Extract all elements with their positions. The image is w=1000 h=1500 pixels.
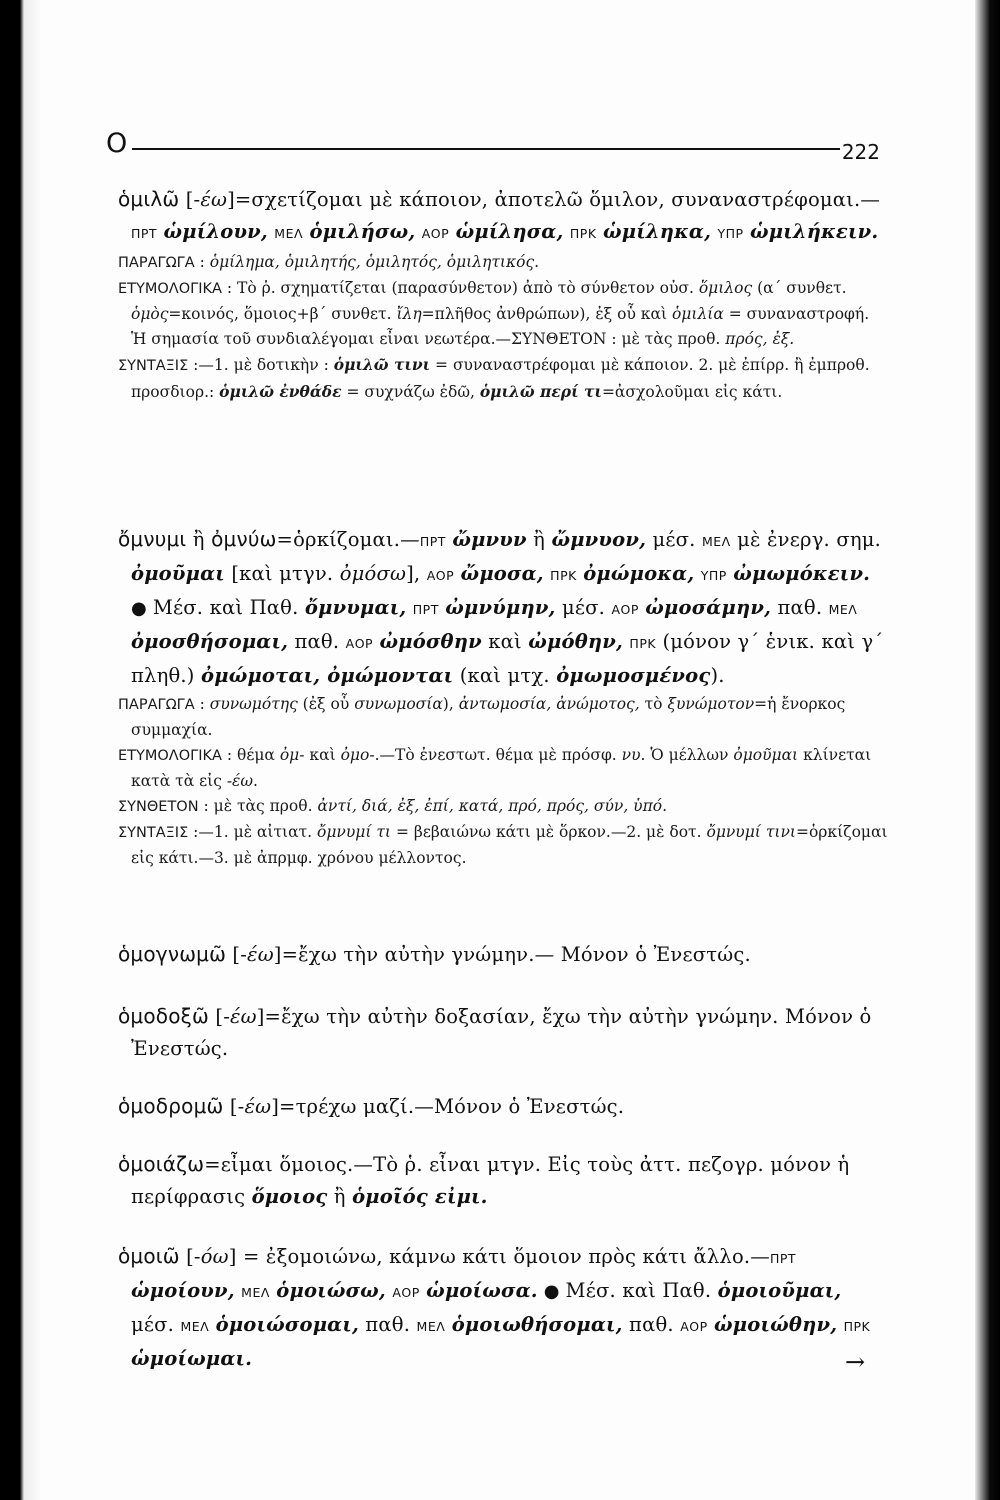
text-run: παθ. <box>771 596 829 619</box>
text-run: =ἀσχολοῦμαι εἰς κάτι. <box>601 383 783 401</box>
text-run: [- <box>179 188 201 211</box>
text-run: . Ὁ μέλλων <box>640 746 734 764</box>
text-run: καὶ <box>304 746 341 764</box>
text-run: έω <box>229 1005 257 1028</box>
entry-subsection <box>118 743 888 794</box>
text-run: ΑΟΡ <box>421 226 450 241</box>
text-run: ὁμοιωθήσομαι, <box>451 1313 623 1336</box>
text-run: : Τὸ ῥ. σχηματίζεται (παρασύνθετον) ἀπὸ τὸ σύνθετον οὐσ. <box>221 279 699 297</box>
text-run: συνωμοσία <box>354 695 443 713</box>
text-run: ὁμίλημα, ὁμιλητής, ὁμιλητός, ὁμιλητικός. <box>209 253 540 271</box>
text-run: έω <box>247 943 274 966</box>
text-run: ὁμὸς <box>131 305 169 323</box>
text-run: ΠΡΤ <box>769 1251 797 1266</box>
section-letter: Ο <box>106 128 128 159</box>
text-run: νυ <box>621 746 641 764</box>
text-run: πρός, ἐξ. <box>725 330 795 348</box>
text-run: ἴλη <box>396 305 422 323</box>
text-run: ΜΕΛ <box>274 226 304 241</box>
text-run: ὡμοιώθην, <box>714 1313 838 1336</box>
text-run: ὠμόσθην <box>379 630 482 653</box>
text-run: ὀμοῦμαι <box>733 746 799 764</box>
text-run: ὡμιλήκειν. <box>749 220 879 243</box>
text-run: ὡμίλουν, <box>163 220 268 243</box>
text-run: =ὁρκίζομαι.— <box>276 528 420 551</box>
entry-omognomo <box>118 938 888 971</box>
text-run: ὀμοῦμαι <box>131 562 225 585</box>
entry-definition <box>118 1090 888 1123</box>
headword: ὁμογνωμῶ <box>118 942 227 966</box>
text-run: ξυνώμοτον <box>667 695 755 713</box>
text-run: μέσ. <box>131 1313 181 1336</box>
text-run: = συναναστροφή. Ἡ σημασία τοῦ συνδιαλέγομαι εἶναι νεωτέρα.—ΣΥΝΘΕΤΟΝ : μὲ τὰς προθ. <box>131 305 870 348</box>
text-run: =κοινός, ὅμοιος+β΄ συνθετ. <box>168 305 397 323</box>
text-run: Μέσ. καὶ Παθ. <box>565 1279 718 1302</box>
text-run: . <box>253 772 258 790</box>
entry-omodoxo <box>118 1000 888 1065</box>
text-run: ὠμόθην, <box>528 630 624 653</box>
entry-omilo <box>118 183 888 405</box>
text-run: ). <box>710 664 725 687</box>
text-run: ὤμοσα, <box>460 562 544 585</box>
section-label: ΠΑΡΑΓΩΓΑ <box>118 697 195 713</box>
text-run: τὸ <box>639 695 668 713</box>
text-run: ὁμιλῶ ἐνθάδε <box>219 382 342 401</box>
headword: ὁμοιῶ <box>118 1244 180 1268</box>
text-run: ὄμνυμί τινι <box>706 823 796 841</box>
text-run: [- <box>223 1095 245 1118</box>
text-run: ], <box>406 562 427 585</box>
text-run: καὶ <box>481 630 529 653</box>
text-run: ὡμίλησα, <box>455 220 564 243</box>
text-run: ] = ἐξομοιώνω, κάμνω κάτι ὅμοιον πρὸς κάτι ἄλλο.— <box>228 1245 770 1268</box>
text-run: : <box>194 253 210 271</box>
headword: ὀμνύω <box>211 527 277 551</box>
text-run: [- <box>226 943 248 966</box>
text-run: ΥΠΡ <box>717 226 744 241</box>
text-run: (μόνον γ΄ ἑνικ. καὶ γ΄ πληθ.) <box>131 630 884 687</box>
text-run: ὤμνυν <box>452 528 527 551</box>
entry-definition <box>118 1240 888 1375</box>
text-run: ὀμωμοσμένος <box>556 664 711 687</box>
text-run: -έω <box>226 772 254 790</box>
entry-definition <box>118 523 888 692</box>
headword: ὁμοδρομῶ <box>118 1094 224 1118</box>
text-run: (καὶ μτχ. <box>453 664 557 687</box>
text-run: έω <box>244 1095 272 1118</box>
text-run: έω <box>200 188 228 211</box>
text-run: ● <box>537 1281 566 1302</box>
text-run: κλίνεται κατὰ τὰ εἰς <box>131 746 872 790</box>
text-run: μὲ ἐνεργ. σημ. <box>730 528 882 551</box>
entry-definition <box>118 1000 888 1065</box>
text-run: ὀμόσω <box>339 562 407 585</box>
text-run: = συναναστρέφομαι μὲ κάποιον. 2. μὲ ἐπίρρ. ἢ ἐμπροθ. προσδιορ.: <box>131 356 870 401</box>
text-run: ΑΟΡ <box>426 568 455 583</box>
text-run: ΜΕΛ <box>416 1319 446 1334</box>
section-label: ΣΥΝΘΕΤΟΝ <box>118 799 199 815</box>
text-run: [- <box>179 1245 201 1268</box>
text-run: :—1. μὲ δοτικὴν : <box>188 356 334 374</box>
text-run: ἢ <box>327 1185 353 1208</box>
text-run: συνωμότης <box>209 695 298 713</box>
entry-omodromo <box>118 1090 888 1123</box>
text-run: : <box>194 695 210 713</box>
text-run: ΜΕΛ <box>241 1285 270 1300</box>
entry-omnymi <box>118 523 888 871</box>
text-run: ), <box>442 695 459 713</box>
section-label: ΕΤΥΜΟΛΟΓΙΚΑ <box>118 748 222 764</box>
text-run: παθ. <box>622 1313 681 1336</box>
text-run: ὀμώμοται, ὀμώμονται <box>201 664 454 687</box>
entry-subsection <box>118 276 888 352</box>
text-run: ὀμοσθήσομαι, <box>131 630 289 653</box>
text-run: =ἡ ἔνορκος συμμαχία. <box>131 695 846 739</box>
text-run: μέσ. <box>555 596 612 619</box>
header-rule <box>132 148 840 150</box>
text-run: .—Τὸ ἐνεστωτ. θέμα μὲ πρόσφ. <box>374 746 622 764</box>
entry-definition <box>118 1148 888 1213</box>
text-run: ὡμίληκα, <box>602 220 712 243</box>
text-run: (α΄ συνθετ. <box>752 279 847 297</box>
text-run: ΠΡΤ <box>412 602 439 617</box>
text-run: [καὶ μτγν. <box>224 562 340 585</box>
text-run: ΠΡΚ <box>843 1319 871 1334</box>
text-run: ὄμνυμί τι <box>317 823 392 841</box>
text-run: ὁμιλήσω, <box>309 220 416 243</box>
text-run: ]=σχετίζομαι μὲ κάποιον, ἀποτελῶ ὅμιλον, συναναστρέφομαι.— <box>227 188 881 211</box>
text-run: ὅμοιος <box>251 1185 328 1208</box>
page-number: 222 <box>841 140 880 164</box>
text-run: ὁμιλῶ περί τι <box>479 382 602 401</box>
entry-subsection <box>118 352 888 405</box>
text-run: ΑΟΡ <box>392 1285 420 1300</box>
section-label: ΣΥΝΤΑΞΙΣ <box>118 358 189 374</box>
continuation-arrow-icon: → <box>845 1348 866 1376</box>
text-run: ἀντωμοσία, ἀνώμοτος, <box>458 695 640 713</box>
text-run: ΠΡΤ <box>419 534 446 549</box>
text-run: ]=ἔχω τὴν αὐτὴν δοξασίαν, ἔχω τὴν αὐτὴν γνώμην. Μόνον ὁ Ἐνεστώς. <box>131 1005 872 1060</box>
text-run: ὄμνυμαι, <box>304 596 407 619</box>
text-run: ΠΡΤ <box>131 226 158 241</box>
text-run: ὀμ- <box>279 746 305 764</box>
text-run: = βεβαιώνω κάτι μὲ ὅρκον.—2. μὲ δοτ. <box>391 823 707 841</box>
text-run: ΜΕΛ <box>828 602 858 617</box>
page-header <box>106 128 880 168</box>
entry-subsection <box>118 820 888 871</box>
headword: ὁμοιάζω <box>118 1152 205 1176</box>
text-run: ὁμιλῶ τινι <box>333 355 431 374</box>
text-run: ὁμοιώσομαι, <box>215 1313 360 1336</box>
text-run: ]=τρέχω μαζί.—Μόνον ὁ Ἐνεστώς. <box>271 1095 625 1118</box>
entry-omoio <box>118 1240 888 1375</box>
text-run: : μὲ τὰς προθ. <box>198 797 318 815</box>
headword: ὄμνυμι <box>118 527 187 551</box>
text-run: ὠμωμόκειν. <box>733 562 871 585</box>
text-run: μέσ. <box>646 528 702 551</box>
text-run: ΜΕΛ <box>701 534 731 549</box>
entry-subsection <box>118 692 888 743</box>
text-run: ὁμιλία <box>671 305 724 323</box>
text-run: παθ. <box>359 1313 417 1336</box>
text-run: ΑΟΡ <box>345 636 374 651</box>
text-run: ὡμοίωμαι. <box>131 1347 253 1370</box>
text-run: ΠΡΚ <box>569 226 597 241</box>
entry-omoiazo <box>118 1148 888 1213</box>
text-run: ΠΡΚ <box>629 636 657 651</box>
text-run: ὡμοίωσα. <box>426 1279 538 1302</box>
entry-subsection <box>118 250 888 276</box>
text-run: ὁμοιώσω, <box>276 1279 386 1302</box>
text-run: όω <box>200 1245 229 1268</box>
text-run: ΑΟΡ <box>611 602 639 617</box>
headword: ὁμοδοξῶ <box>118 1004 209 1028</box>
text-run: ἢ <box>526 528 552 551</box>
text-run: =πλῆθος ἀνθρώπων), ἐξ οὗ καὶ <box>421 305 672 323</box>
text-run: ὡμοίουν, <box>131 1279 235 1302</box>
text-run: ὤμνυον, <box>551 528 647 551</box>
text-run: : θέμα <box>221 746 280 764</box>
text-run: ὠμνύμην, <box>445 596 556 619</box>
entry-definition <box>118 183 888 250</box>
text-run: ἀντί, διά, ἐξ, ἐπί, κατά, πρό, πρός, σύν, ὑπό. <box>317 797 668 815</box>
text-run: ἢ <box>186 528 212 551</box>
headword: ὁμιλῶ <box>118 187 180 211</box>
text-run: ὅμιλος <box>698 279 753 297</box>
text-run: [- <box>208 1005 230 1028</box>
text-run: ὁμοιοῦμαι, <box>717 1279 842 1302</box>
entry-subsection <box>118 794 888 820</box>
text-run: ΑΟΡ <box>680 1319 708 1334</box>
text-run: :—1. μὲ αἰτιατ. <box>188 823 318 841</box>
text-run: = συχνάζω ἐδῶ, <box>341 383 480 401</box>
section-label: ΕΤΥΜΟΛΟΓΙΚΑ <box>118 281 222 297</box>
text-run: ΠΡΚ <box>550 568 577 583</box>
text-run: ὁμοῖός εἰμι. <box>352 1185 488 1208</box>
section-label: ΣΥΝΤΑΞΙΣ <box>118 825 189 841</box>
section-label: ΠΑΡΑΓΩΓΑ <box>118 255 195 271</box>
text-run: ΥΠΡ <box>700 568 727 583</box>
text-run: ὀμο- <box>340 746 375 764</box>
text-run: =ὁρκίζομαι εἰς κάτι.—3. μὲ ἀπρμφ. χρόνου μέλλοντος. <box>131 823 888 867</box>
text-run: (ἐξ οὗ <box>297 695 355 713</box>
text-run: ΜΕΛ <box>180 1319 210 1334</box>
entry-definition <box>118 938 888 971</box>
text-run: ὠμοσάμην, <box>645 596 772 619</box>
text-run: ● <box>131 598 153 619</box>
text-run: Μέσ. καὶ Παθ. <box>152 596 305 619</box>
text-run: =εἶμαι ὅμοιος.—Τὸ ῥ. εἶναι μτγν. Εἰς τοὺς ἀττ. πεζογρ. μόνον ἡ περίφρασις <box>131 1153 850 1208</box>
text-run: παθ. <box>288 630 346 653</box>
text-run: ]=ἔχω τὴν αὐτὴν γνώμην.— Μόνον ὁ Ἐνεστώς. <box>273 943 751 966</box>
text-run: ὀμώμοκα, <box>583 562 695 585</box>
